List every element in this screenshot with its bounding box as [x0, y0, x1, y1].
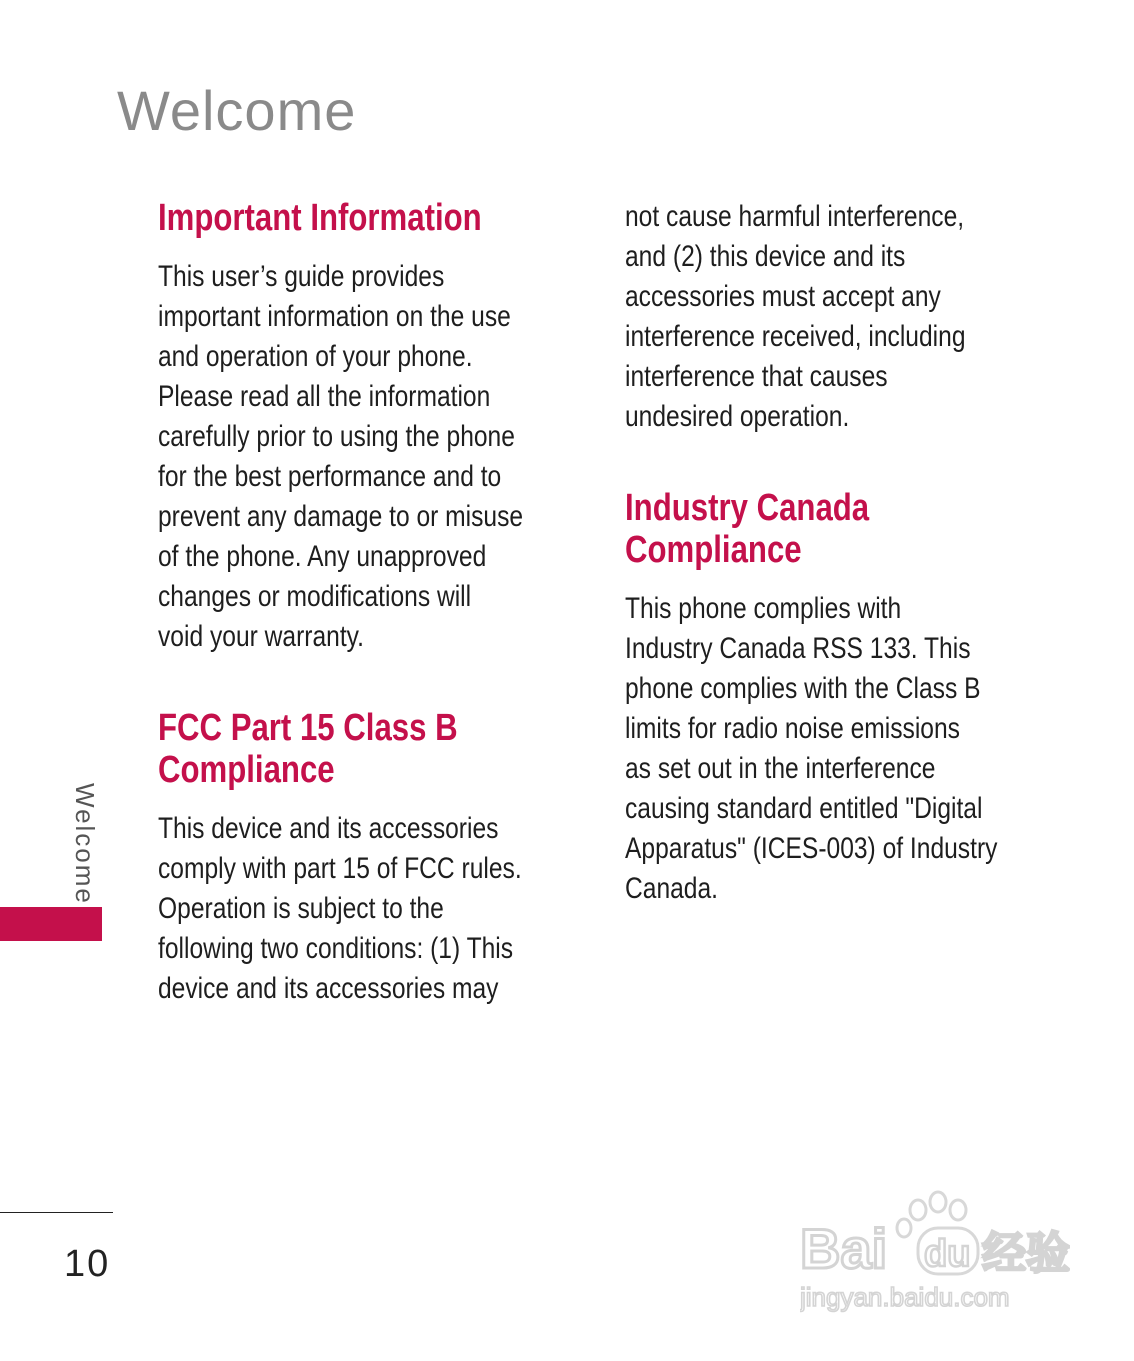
body-line: interference received, including [625, 320, 966, 353]
body-line: Industry Canada RSS 133. This [625, 632, 971, 665]
body-line: for the best performance and to [158, 460, 502, 493]
body-line: This phone complies with [625, 592, 902, 625]
body-line: device and its accessories may [158, 972, 499, 1005]
heading-line: Compliance [158, 749, 335, 791]
section-heading-fcc-compliance [158, 707, 511, 791]
body-line: Please read all the information [158, 380, 491, 413]
important-information-body [158, 257, 524, 657]
svg-text:经验: 经验 [982, 1228, 1070, 1279]
section-heading-important-information: Important Information [158, 197, 482, 239]
body-line: Operation is subject to the [158, 892, 444, 925]
body-line: and operation of your phone. [158, 340, 473, 373]
body-line: This device and its accessories [158, 812, 499, 845]
body-line: important information on the use [158, 300, 511, 333]
body-line: phone complies with the Class B [625, 672, 981, 705]
svg-text:Bai: Bai [800, 1217, 888, 1280]
body-line: not cause harmful interference, [625, 200, 965, 233]
body-line: changes or modifications will [158, 580, 472, 613]
body-line: comply with part 15 of FCC rules. [158, 852, 522, 885]
body-line: limits for radio noise emissions [625, 712, 960, 745]
body-line: prevent any damage to or misuse [158, 500, 524, 533]
body-line: accessories must accept any [625, 280, 941, 313]
heading-line: Compliance [625, 529, 802, 571]
body-line: Apparatus" (ICES-003) of Industry [625, 832, 998, 865]
body-line: causing standard entitled "Digital [625, 792, 983, 825]
heading-line: FCC Part 15 Class B [158, 707, 458, 749]
side-tab-marker [0, 907, 102, 941]
section-spacer [158, 657, 588, 707]
fcc-compliance-continuation [625, 197, 978, 437]
left-column [158, 197, 588, 1009]
svg-text:du: du [924, 1233, 971, 1275]
section-heading-industry-canada [625, 487, 978, 571]
body-line: carefully prior to using the phone [158, 420, 515, 453]
body-line: following two conditions: (1) This [158, 932, 514, 965]
body-line: of the phone. Any unapproved [158, 540, 487, 573]
footer-divider [0, 1212, 113, 1213]
body-line: void your warranty. [158, 620, 364, 653]
section-spacer [625, 437, 1055, 487]
body-line: interference that causes [625, 360, 888, 393]
body-line: Canada. [625, 872, 719, 905]
body-line: as set out in the interference [625, 752, 936, 785]
body-line: undesired operation. [625, 400, 850, 433]
body-line: This user’s guide provides [158, 260, 445, 293]
body-line: and (2) this device and its [625, 240, 906, 273]
fcc-compliance-body [158, 809, 522, 1009]
baidu-jingyan-watermark-logo [800, 1188, 1070, 1318]
industry-canada-body [625, 589, 998, 909]
page-number: 10 [64, 1243, 111, 1285]
svg-text:jingyan.baidu.com: jingyan.baidu.com [800, 1282, 1010, 1312]
right-column [625, 197, 1055, 909]
heading-line: Industry Canada [625, 487, 870, 529]
page-title: Welcome [117, 79, 357, 142]
side-tab-label: Welcome [70, 783, 100, 905]
